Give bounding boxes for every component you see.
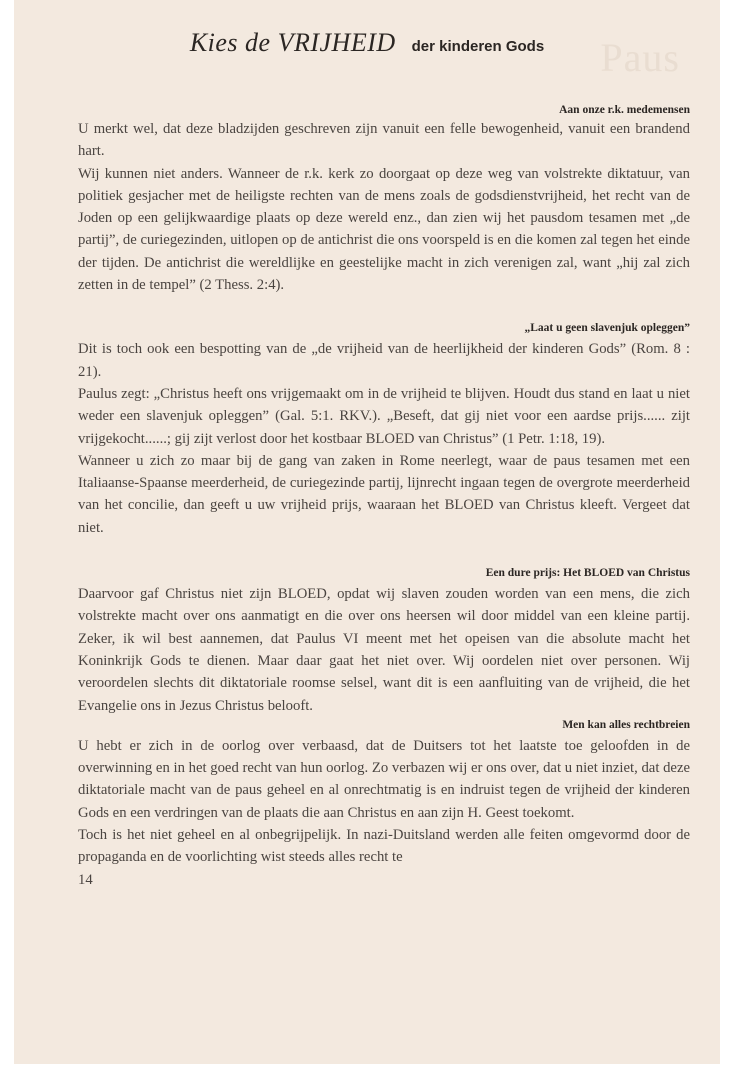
paragraph: Wanneer u zich zo maar bij de gang van zaken in Rome neerlegt, waar de paus tesamen met een Italiaanse-Spaanse meerderheid, de curiegezinde partij, lijnrecht ingaan tegen de overgrote meerderheid van het concilie, dan geeft u uw vrijheid prijs, waaraan het BLOED van Christus kleeft. Vergeet dat niet. — [78, 452, 690, 536]
section-heading: Een dure prijs: Het BLOED van Christus — [485, 567, 690, 580]
paragraph: Dit is toch ook een bespotting van de „de vrijheid van de heerlijkheid der kinderen Gods” (Rom. 8 : 21). — [78, 341, 690, 380]
paragraph: U hebt er zich in de oorlog over verbaasd, dat de Duitsers tot het laatste toe geloofden in de overwinning en in het goed recht van hun oorlog. Zo verbazen wij er ons over, dat u niet inziet, dat deze diktatoriale macht van de paus geheel en al onrechtmatig is en indruist tegen de vrijheid der kinderen Gods en een verdringen van de plaats die aan Christus en aan zijn H. Geest toekomt. — [78, 737, 690, 821]
title-main: Kies de VRIJHEID — [189, 28, 396, 57]
paragraph: Daarvoor gaf Christus niet zijn BLOED, opdat wij slaven zouden worden van een mens, die zich volstrekte macht over ons aanmatigt en die over ons heersen wil door middel van een kleine partij. Zeker, ik wil best aannemen, dat Paulus VI meent met het opeisen van die absolute macht het Koninkrijk Gods te dienen. Maar daar gaat het niet over. Wij oordelen niet over personen. Wij veroordelen slechts dit diktatoriale roomse selsel, want dit is een aanfluiting van de vrijheid, die het Evangelie ons in Jezus Christus belooft. — [78, 586, 690, 714]
book-page — [14, 0, 720, 1064]
paragraph: Toch is het niet geheel en al onbegrijpelijk. In nazi-Duitsland werden alle feiten omgevormd door de propaganda en de voorlichting wist steeds alles recht te — [78, 827, 690, 866]
page-title — [14, 28, 720, 58]
paragraph: Wij kunnen niet anders. Wanneer de r.k. kerk zo doorgaat op deze weg van volstrekte diktatuur, van politiek gesjacher met de heiligste rechten van de mens zoals de godsdienstvrijheid, het recht van de Joden op een gelijkwaardige plaats op deze wereld enz., dan zien wij het pausdom tesamen met „de partij”, de curiegezinden, uitlopen op de antichrist die ons voorspeld is en die komen zal tegen het einde der tijden. De antichrist die wereldlijke en geestelijke macht in zich verenigen zal, want „hij zal zich zetten in de tempel” (2 Thess. 2:4). — [78, 165, 690, 294]
show-through-text: Paus — [600, 35, 680, 80]
paragraph: Paulus zegt: „Christus heeft ons vrijgemaakt om in de vrijheid te blijven. Houdt dus stand en laat u niet weder een slavenjuk opleggen” (Gal. 5:1. RKV.). „Beseft, dat gij niet voor een aardse prijs...... zijt vrijgekocht......; gij zijt verlost door het kostbaar BLOED van Christus” (1 Petr. 1:18, 19). — [78, 385, 690, 447]
section-heading: „Laat u geen slavenjuk opleggen” — [524, 322, 690, 335]
section-heading: Aan onze r.k. medemensen — [559, 104, 690, 116]
page-number: 14 — [78, 871, 93, 888]
section-heading: Men kan alles rechtbreien — [562, 718, 690, 731]
title-sub: der kinderen Gods — [411, 38, 545, 55]
section-een-dure-prijs — [78, 565, 690, 717]
section-laat-u-geen-slavenjuk — [78, 320, 690, 539]
paragraph: U merkt wel, dat deze bladzijden geschreven zijn vanuit een felle bewogenheid, vanuit een brandend hart. — [78, 121, 690, 160]
page-content — [78, 102, 690, 891]
section-aan-onze-medemensen — [78, 102, 690, 296]
section-men-kan-alles-rechtbreien — [78, 717, 690, 869]
